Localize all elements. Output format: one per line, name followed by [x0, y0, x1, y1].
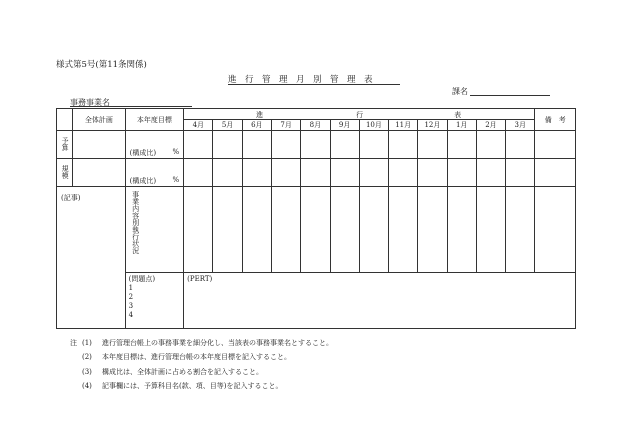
month-sep: 9月 — [330, 120, 359, 131]
memo-label: (記事) — [61, 194, 81, 202]
note-item — [70, 336, 333, 350]
note-number: (3) — [82, 367, 92, 376]
overall-plan-header: 全体計画 — [73, 109, 125, 131]
month-mar: 3月 — [506, 120, 535, 131]
issues-cell[interactable] — [125, 273, 184, 329]
note-text: 記事欄には、予算科目名(款、項、目等)を記入すること。 — [102, 382, 283, 391]
project-name-field[interactable] — [70, 106, 192, 107]
month-may: 5月 — [213, 120, 242, 131]
progress-char-1: 進 — [256, 111, 264, 119]
content-month-cell[interactable] — [389, 187, 418, 273]
budget-month-cell[interactable] — [506, 131, 535, 159]
budget-remarks-cell[interactable] — [535, 131, 576, 159]
scale-month-cell[interactable] — [301, 159, 330, 187]
budget-target-cell[interactable] — [125, 131, 184, 159]
scale-overall-cell[interactable] — [73, 159, 125, 187]
content-cell — [125, 187, 184, 273]
budget-month-cell[interactable] — [389, 131, 418, 159]
budget-month-cell[interactable] — [271, 131, 300, 159]
budget-month-cell[interactable] — [184, 131, 213, 159]
issues-item: 2 — [128, 293, 134, 301]
month-oct: 10月 — [359, 120, 388, 131]
month-jun: 6月 — [242, 120, 271, 131]
page-title: 進 行 管 理 月 別 管 理 表 — [228, 75, 373, 85]
content-month-cell[interactable] — [506, 187, 535, 273]
note-text: 進行管理台帳上の事務事業を細分化し、当該表の事務事業名とすること。 — [102, 339, 333, 347]
scale-month-cell[interactable] — [213, 159, 242, 187]
note-number: (4) — [82, 382, 92, 391]
scale-month-cell[interactable] — [389, 159, 418, 187]
budget-month-cell[interactable] — [359, 131, 388, 159]
scale-remarks-cell[interactable] — [535, 159, 576, 187]
note-number: (2) — [82, 353, 92, 362]
month-jul: 7月 — [271, 120, 300, 131]
scale-label: 規模 — [61, 164, 70, 179]
form-number: 様式第5号(第11条関係) — [56, 60, 147, 70]
budget-month-cell[interactable] — [330, 131, 359, 159]
scale-target-cell[interactable] — [125, 159, 184, 187]
scale-month-cell[interactable] — [330, 159, 359, 187]
section-name-field[interactable] — [470, 95, 550, 96]
scale-month-cell[interactable] — [476, 159, 505, 187]
content-month-cell[interactable] — [301, 187, 330, 273]
content-month-cell[interactable] — [476, 187, 505, 273]
budget-month-cell[interactable] — [476, 131, 505, 159]
notes-block — [70, 336, 333, 394]
corner-cell — [57, 109, 73, 131]
month-nov: 11月 — [389, 120, 418, 131]
issues-item: 1 — [128, 284, 134, 292]
annual-target-header: 本年度目標 — [125, 109, 184, 131]
scale-row — [57, 159, 576, 187]
budget-row — [57, 131, 576, 159]
issues-label: (問題点) — [128, 275, 156, 283]
content-month-cell[interactable] — [271, 187, 300, 273]
issues-item: 4 — [128, 311, 134, 319]
budget-month-cell[interactable] — [213, 131, 242, 159]
title-underline — [228, 84, 400, 85]
note-number: (1) — [82, 339, 92, 347]
month-aug: 8月 — [301, 120, 330, 131]
project-name-label: 事務事業名 — [70, 98, 110, 107]
issues-row — [57, 273, 576, 329]
budget-percent-label: % — [172, 147, 180, 156]
scale-month-cell[interactable] — [242, 159, 271, 187]
scale-percent-label: % — [172, 175, 180, 184]
section-name-label: 課名 — [452, 87, 468, 96]
note-text: 本年度目標は、進行管理台帳の本年度目標を記入すること。 — [102, 353, 291, 362]
budget-month-cell[interactable] — [447, 131, 476, 159]
pert-cell[interactable] — [184, 273, 576, 329]
issues-item: 3 — [128, 302, 134, 310]
content-month-cell[interactable] — [418, 187, 447, 273]
budget-month-cell[interactable] — [242, 131, 271, 159]
month-jan: 1月 — [447, 120, 476, 131]
progress-char-3: 表 — [454, 111, 462, 119]
content-month-cell[interactable] — [184, 187, 213, 273]
content-month-cell[interactable] — [242, 187, 271, 273]
content-month-cell[interactable] — [213, 187, 242, 273]
month-dec: 12月 — [418, 120, 447, 131]
budget-label: 予算 — [61, 136, 70, 151]
progress-table-header — [184, 109, 535, 120]
memo-cell[interactable] — [57, 187, 126, 329]
content-month-cell[interactable] — [330, 187, 359, 273]
remarks-header: 備 考 — [535, 109, 576, 131]
budget-ratio-label: (構成比) — [129, 148, 157, 157]
month-apr: 4月 — [184, 120, 213, 131]
scale-month-cell[interactable] — [506, 159, 535, 187]
budget-month-cell[interactable] — [301, 131, 330, 159]
progress-management-table — [56, 108, 576, 329]
memo-row — [57, 187, 576, 273]
note-item — [70, 350, 333, 364]
note-item — [70, 365, 333, 379]
scale-month-cell[interactable] — [359, 159, 388, 187]
progress-char-2: 行 — [356, 111, 364, 119]
content-month-cell[interactable] — [359, 187, 388, 273]
scale-month-cell[interactable] — [447, 159, 476, 187]
month-feb: 2月 — [476, 120, 505, 131]
budget-overall-cell[interactable] — [73, 131, 125, 159]
pert-label: (PERT) — [187, 275, 213, 283]
scale-month-cell[interactable] — [271, 159, 300, 187]
note-item — [70, 379, 333, 393]
scale-ratio-label: (構成比) — [129, 176, 157, 185]
content-remarks-cell[interactable] — [535, 187, 576, 273]
scale-month-cell[interactable] — [418, 159, 447, 187]
content-month-cell[interactable] — [447, 187, 476, 273]
scale-month-cell[interactable] — [184, 159, 213, 187]
note-text: 構成比は、全体計画に占める割合を記入すること。 — [102, 367, 263, 376]
content-label: 事業内容別執行状況 — [131, 191, 140, 254]
budget-month-cell[interactable] — [418, 131, 447, 159]
notes-lead: 注 — [70, 339, 77, 347]
